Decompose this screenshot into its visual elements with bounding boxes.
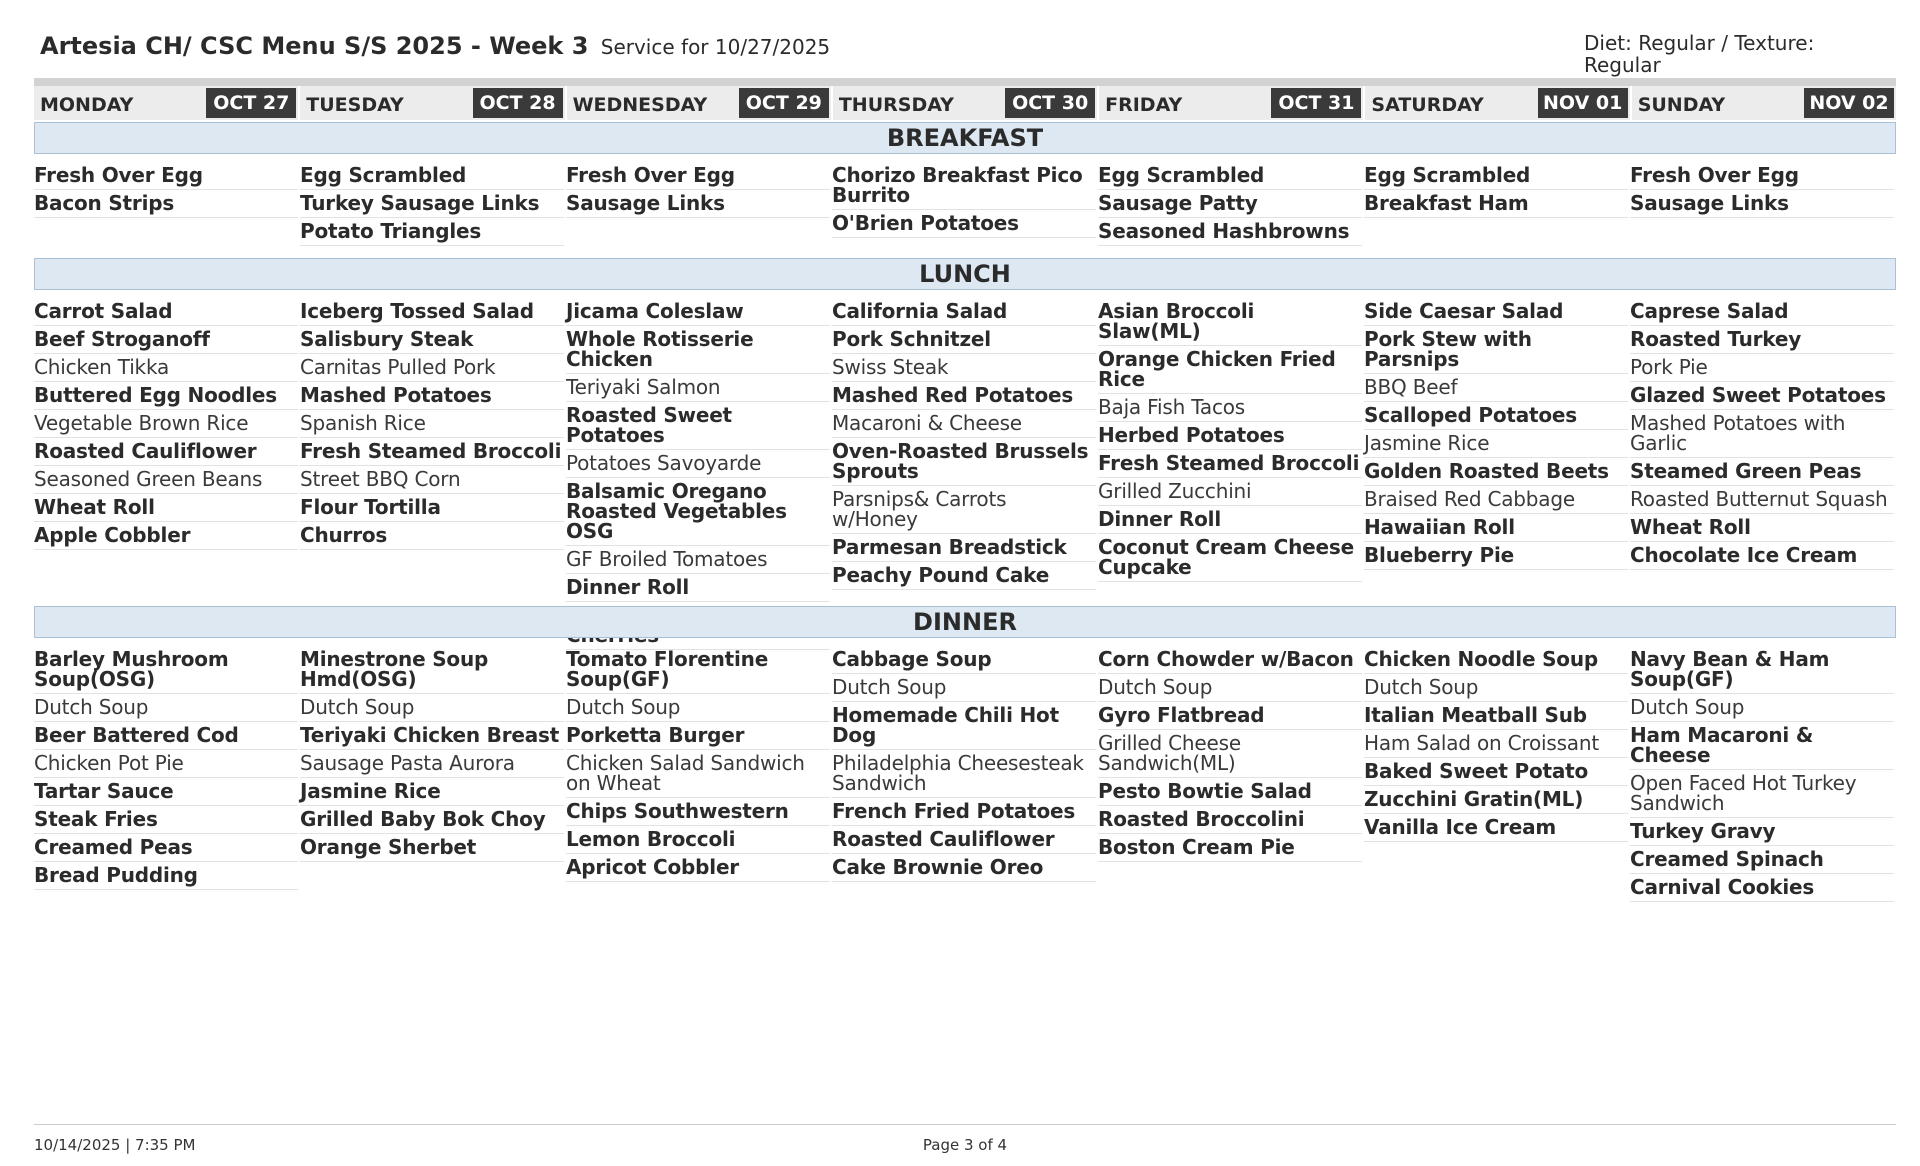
day-date-badge: OCT 27 — [206, 88, 296, 118]
menu-item: Coconut Cream Cheese Cupcake — [1098, 534, 1362, 582]
menu-column-wednesday — [566, 298, 832, 650]
day-name: FRIDAY — [1105, 94, 1183, 116]
menu-column-tuesday — [300, 162, 566, 246]
menu-item: Orange Chicken Fried Rice — [1098, 346, 1362, 394]
menu-column-wednesday — [566, 646, 832, 902]
menu-column-friday — [1098, 646, 1364, 902]
menu-item: Teriyaki Chicken Breast — [300, 722, 564, 750]
menu-item: Peachy Pound Cake — [832, 562, 1096, 590]
menu-item: Navy Bean & Ham Soup(GF) — [1630, 646, 1894, 694]
day-header-monday — [34, 86, 300, 120]
menu-column-saturday — [1364, 646, 1630, 902]
menu-item: Parsnips& Carrots w/Honey — [832, 486, 1096, 534]
menu-item: Fresh Steamed Broccoli — [1098, 450, 1362, 478]
menu-item: Bacon Strips — [34, 190, 298, 218]
menu-item: Seasoned Hashbrowns — [1098, 218, 1362, 246]
menu-item: Zucchini Gratin(ML) — [1364, 786, 1628, 814]
menu-item: French Fried Potatoes — [832, 798, 1096, 826]
menu-item: Fresh Over Egg — [34, 162, 298, 190]
menu-item: Vanilla Ice Cream — [1364, 814, 1628, 842]
page-number: Page 3 of 4 — [922, 1136, 1008, 1154]
menu-item: Beer Battered Cod — [34, 722, 298, 750]
menu-item: Dutch Soup — [832, 674, 1096, 702]
menu-item: Iceberg Tossed Salad — [300, 298, 564, 326]
menu-item: Ham Macaroni & Cheese — [1630, 722, 1894, 770]
menu-item: Cabbage Soup — [832, 646, 1096, 674]
menu-item: Chicken Pot Pie — [34, 750, 298, 778]
dinner-grid — [34, 646, 1896, 902]
menu-item: Pesto Bowtie Salad — [1098, 778, 1362, 806]
menu-column-thursday — [832, 646, 1098, 902]
menu-item: Roasted Butternut Squash — [1630, 486, 1894, 514]
menu-column-saturday — [1364, 298, 1630, 650]
menu-column-thursday — [832, 162, 1098, 246]
menu-item: Sausage Patty — [1098, 190, 1362, 218]
menu-item: Roasted Turkey — [1630, 326, 1894, 354]
menu-column-sunday — [1630, 298, 1896, 650]
menu-item: Corn Chowder w/Bacon — [1098, 646, 1362, 674]
menu-column-friday — [1098, 298, 1364, 650]
day-header-saturday — [1365, 86, 1631, 120]
day-name: SATURDAY — [1371, 94, 1484, 116]
menu-item: Side Caesar Salad — [1364, 298, 1628, 326]
menu-column-monday — [34, 162, 300, 246]
menu-item: Potato Triangles — [300, 218, 564, 246]
menu-column-saturday — [1364, 162, 1630, 246]
menu-item: Pork Stew with Parsnips — [1364, 326, 1628, 374]
menu-item: Chicken Salad Sandwich on Wheat — [566, 750, 830, 798]
menu-item: Vegetable Brown Rice — [34, 410, 298, 438]
day-date-badge: OCT 29 — [739, 88, 829, 118]
menu-item: Pork Schnitzel — [832, 326, 1096, 354]
menu-item: Carrot Salad — [34, 298, 298, 326]
day-date-badge: OCT 28 — [473, 88, 563, 118]
day-date-badge: NOV 02 — [1804, 88, 1894, 118]
menu-item: Teriyaki Salmon — [566, 374, 830, 402]
menu-column-tuesday — [300, 298, 566, 650]
menu-item: Hawaiian Roll — [1364, 514, 1628, 542]
menu-item: Jasmine Rice — [300, 778, 564, 806]
print-timestamp: 10/14/2025 | 7:35 PM — [34, 1136, 196, 1154]
menu-item: Chicken Tikka — [34, 354, 298, 382]
menu-item: Sausage Links — [1630, 190, 1894, 218]
menu-item: Parmesan Breadstick — [832, 534, 1096, 562]
menu-item: Grilled Zucchini — [1098, 478, 1362, 506]
menu-item: Apple Cobbler — [34, 522, 298, 550]
menu-item: Whole Rotisserie Chicken — [566, 326, 830, 374]
menu-column-tuesday — [300, 646, 566, 902]
menu-item: Fresh Over Egg — [566, 162, 830, 190]
menu-column-friday — [1098, 162, 1364, 246]
menu-item: GF Broiled Tomatoes — [566, 546, 830, 574]
menu-item: Creamed Peas — [34, 834, 298, 862]
menu-item: BBQ Beef — [1364, 374, 1628, 402]
menu-item: Bread Pudding — [34, 862, 298, 890]
menu-item: Open Faced Hot Turkey Sandwich — [1630, 770, 1894, 818]
menu-item: Blueberry Pie — [1364, 542, 1628, 570]
lunch-grid — [34, 298, 1896, 650]
day-header-wednesday — [567, 86, 833, 120]
header-rule — [34, 78, 1896, 86]
menu-item: Balsamic Oregano Roasted Vegetables OSG — [566, 478, 830, 546]
menu-page — [34, 0, 1896, 1154]
menu-item: Roasted Broccolini — [1098, 806, 1362, 834]
menu-item: Jicama Coleslaw — [566, 298, 830, 326]
day-date-badge: OCT 31 — [1271, 88, 1361, 118]
menu-item: Turkey Sausage Links — [300, 190, 564, 218]
menu-item: Street BBQ Corn — [300, 466, 564, 494]
day-header-row — [34, 86, 1896, 120]
menu-item: Pork Pie — [1630, 354, 1894, 382]
page-header — [34, 0, 1896, 78]
menu-item: Fresh Over Egg — [1630, 162, 1894, 190]
menu-column-monday — [34, 298, 300, 650]
menu-item: Glazed Sweet Potatoes — [1630, 382, 1894, 410]
menu-item: O'Brien Potatoes — [832, 210, 1096, 238]
menu-item: Dutch Soup — [1630, 694, 1894, 722]
menu-item: Buttered Egg Noodles — [34, 382, 298, 410]
menu-item: Mashed Potatoes — [300, 382, 564, 410]
menu-item: Roasted Cauliflower — [34, 438, 298, 466]
menu-item: Salisbury Steak — [300, 326, 564, 354]
diet-texture: Diet: Regular / Texture: Regular — [1584, 31, 1815, 77]
page-title — [40, 32, 830, 60]
menu-item: Flour Tortilla — [300, 494, 564, 522]
day-name: WEDNESDAY — [572, 94, 708, 116]
menu-item: Potatoes Savoyarde — [566, 450, 830, 478]
menu-item: Chorizo Breakfast Pico Burrito — [832, 162, 1096, 210]
menu-item: Golden Roasted Beets — [1364, 458, 1628, 486]
menu-column-thursday — [832, 298, 1098, 650]
menu-item: Porketta Burger — [566, 722, 830, 750]
menu-item: Spanish Rice — [300, 410, 564, 438]
menu-item: Chicken Noodle Soup — [1364, 646, 1628, 674]
menu-title: Artesia CH/ CSC Menu S/S 2025 - Week 3 — [40, 32, 589, 60]
menu-item: Apricot Cobbler — [566, 854, 830, 882]
menu-item: Cake Brownie Oreo — [832, 854, 1096, 882]
menu-item: Sausage Pasta Aurora — [300, 750, 564, 778]
menu-item: Dinner Roll — [566, 574, 830, 602]
menu-item: Steamed Green Peas — [1630, 458, 1894, 486]
menu-item: Mashed Red Potatoes — [832, 382, 1096, 410]
menu-item: Scalloped Potatoes — [1364, 402, 1628, 430]
menu-item: Ham Salad on Croissant — [1364, 730, 1628, 758]
menu-item: Homemade Chili Hot Dog — [832, 702, 1096, 750]
menu-item: Grilled Baby Bok Choy — [300, 806, 564, 834]
menu-item: Dutch Soup — [566, 694, 830, 722]
menu-item: Boston Cream Pie — [1098, 834, 1362, 862]
footer-rule — [34, 1124, 1896, 1125]
menu-item: Dutch Soup — [1098, 674, 1362, 702]
menu-item: Swiss Steak — [832, 354, 1096, 382]
breakfast-grid — [34, 162, 1896, 246]
service-date: Service for 10/27/2025 — [600, 35, 831, 59]
menu-item: Dutch Soup — [34, 694, 298, 722]
menu-item: Seasoned Green Beans — [34, 466, 298, 494]
menu-item: California Salad — [832, 298, 1096, 326]
menu-item: Breakfast Ham — [1364, 190, 1628, 218]
menu-item: Asian Broccoli Slaw(ML) — [1098, 298, 1362, 346]
menu-item: Dutch Soup — [300, 694, 564, 722]
day-name: SUNDAY — [1637, 94, 1726, 116]
day-name: THURSDAY — [838, 94, 954, 116]
menu-column-monday — [34, 646, 300, 902]
menu-item: Egg Scrambled — [1364, 162, 1628, 190]
menu-item: Mashed Potatoes with Garlic — [1630, 410, 1894, 458]
section-breakfast: BREAKFAST — [34, 122, 1896, 154]
day-name: MONDAY — [40, 94, 134, 116]
menu-item: Gyro Flatbread — [1098, 702, 1362, 730]
menu-item: Philadelphia Cheesesteak Sandwich — [832, 750, 1096, 798]
day-header-sunday — [1632, 86, 1896, 120]
menu-item: Roasted Cauliflower — [832, 826, 1096, 854]
day-date-badge: NOV 01 — [1538, 88, 1628, 118]
day-name: TUESDAY — [306, 94, 404, 116]
day-header-tuesday — [300, 86, 566, 120]
menu-item: Barley Mushroom Soup(OSG) — [34, 646, 298, 694]
menu-item: Baked Sweet Potato — [1364, 758, 1628, 786]
menu-item: Beef Stroganoff — [34, 326, 298, 354]
menu-item: Tartar Sauce — [34, 778, 298, 806]
menu-item: Oven-Roasted Brussels Sprouts — [832, 438, 1096, 486]
day-date-badge: OCT 30 — [1005, 88, 1095, 118]
menu-item: Steak Fries — [34, 806, 298, 834]
menu-item: Egg Scrambled — [1098, 162, 1362, 190]
menu-item: Carnitas Pulled Pork — [300, 354, 564, 382]
menu-item: Orange Sherbet — [300, 834, 564, 862]
menu-item: Dutch Soup — [1364, 674, 1628, 702]
menu-column-wednesday — [566, 162, 832, 246]
menu-item: Herbed Potatoes — [1098, 422, 1362, 450]
menu-column-sunday — [1630, 646, 1896, 902]
menu-item: Creamed Spinach — [1630, 846, 1894, 874]
menu-item: Fresh Steamed Broccoli — [300, 438, 564, 466]
menu-item: Carnival Cookies — [1630, 874, 1894, 902]
menu-item: Lemon Broccoli — [566, 826, 830, 854]
menu-item: Sausage Links — [566, 190, 830, 218]
menu-item: Braised Red Cabbage — [1364, 486, 1628, 514]
menu-item: Chocolate Ice Cream — [1630, 542, 1894, 570]
menu-item: Minestrone Soup Hmd(OSG) — [300, 646, 564, 694]
menu-item: Jasmine Rice — [1364, 430, 1628, 458]
menu-item: Roasted Sweet Potatoes — [566, 402, 830, 450]
menu-item: Dinner Roll — [1098, 506, 1362, 534]
menu-column-sunday — [1630, 162, 1896, 246]
menu-item: Wheat Roll — [34, 494, 298, 522]
menu-item: Caprese Salad — [1630, 298, 1894, 326]
menu-item: Egg Scrambled — [300, 162, 564, 190]
menu-item: Italian Meatball Sub — [1364, 702, 1628, 730]
menu-item: Chips Southwestern — [566, 798, 830, 826]
section-dinner: DINNER — [34, 606, 1896, 638]
menu-item: Baja Fish Tacos — [1098, 394, 1362, 422]
menu-item: Macaroni & Cheese — [832, 410, 1096, 438]
menu-item: Churros — [300, 522, 564, 550]
menu-item: Wheat Roll — [1630, 514, 1894, 542]
section-lunch: LUNCH — [34, 258, 1896, 290]
menu-item: Grilled Cheese Sandwich(ML) — [1098, 730, 1362, 778]
menu-item: Tomato Florentine Soup(GF) — [566, 646, 830, 694]
day-header-friday — [1099, 86, 1365, 120]
menu-item: Turkey Gravy — [1630, 818, 1894, 846]
day-header-thursday — [833, 86, 1099, 120]
